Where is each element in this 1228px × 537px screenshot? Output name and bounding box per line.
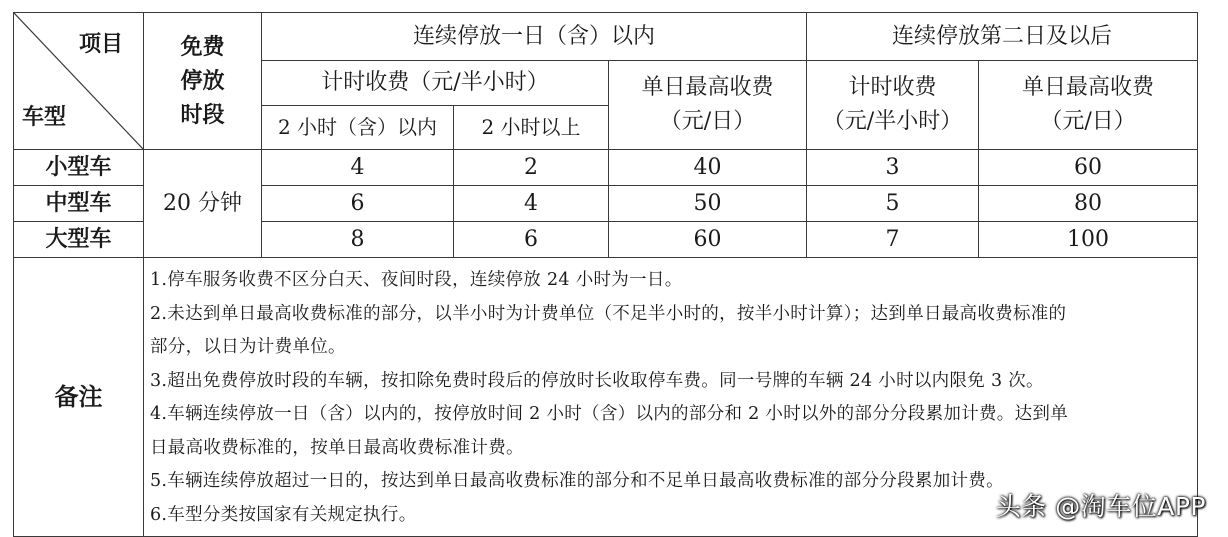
daily-max2-header bbox=[979, 61, 1198, 150]
corner-item-label: 项目 bbox=[78, 31, 123, 57]
vehicle-type-cell: 大型车 bbox=[14, 222, 144, 258]
hourly2-cell: 3 bbox=[807, 150, 979, 186]
over-2h-cell: 2 bbox=[454, 150, 609, 186]
daily-max2-cell: 80 bbox=[979, 186, 1198, 222]
hourly2-cell: 7 bbox=[807, 222, 979, 258]
note-4: 4.车辆连续停放一日（含）以内的，按停放时间 2 小时（含）以内的部分和 2 小时以外的部分分段累加计费。达到单 bbox=[150, 404, 1069, 424]
daily-max2-cell: 60 bbox=[979, 150, 1198, 186]
over-2h-header: 2 小时以上 bbox=[454, 106, 609, 150]
daily-max-header bbox=[609, 61, 807, 150]
within-2h-header: 2 小时（含）以内 bbox=[262, 106, 454, 150]
vehicle-type-cell: 小型车 bbox=[14, 150, 144, 186]
daily-max-header-line: （元/日） bbox=[659, 109, 756, 134]
over-2h-cell: 4 bbox=[454, 186, 609, 222]
free-period-header-line: 停放 bbox=[180, 67, 225, 94]
corner-header-cell bbox=[14, 13, 144, 150]
notes-label: 备注 bbox=[14, 258, 144, 537]
note-6: 6.车型分类按国家有关规定执行。 bbox=[150, 504, 417, 525]
vehicle-type-cell: 中型车 bbox=[14, 186, 144, 222]
note-5: 5.车辆连续停放超过一日的，按达到单日最高收费标准的部分和不足单日最高收费标准的部分分段累加计费。 bbox=[150, 471, 1004, 491]
hourly-fee2-header bbox=[807, 61, 979, 150]
daily-max-cell: 50 bbox=[609, 186, 807, 222]
within-2h-cell: 4 bbox=[262, 150, 454, 186]
within-2h-cell: 8 bbox=[262, 222, 454, 258]
free-period-value: 20 分钟 bbox=[144, 150, 262, 258]
daily-max2-header-line: 单日最高收费 bbox=[1022, 74, 1155, 100]
daily-max-header-line: 单日最高收费 bbox=[641, 74, 774, 100]
hourly-fee2-header-line: （元/半小时） bbox=[822, 109, 963, 134]
note-3: 3.超出免费停放时段的车辆，按扣除免费时段后的停放时长收取停车费。同一号牌的车辆 24 小时以内限免 3 次。 bbox=[150, 370, 1044, 391]
corner-vehicle-type-label: 车型 bbox=[22, 103, 67, 130]
free-period-header-line: 免费 bbox=[180, 33, 225, 60]
free-period-header-line: 时段 bbox=[180, 102, 225, 129]
daily-max-cell: 60 bbox=[609, 222, 807, 258]
hourly-fee2-header-line: 计时收费 bbox=[848, 74, 937, 100]
note-1: 1.停车服务收费不区分白天、夜间时段，连续停放 24 小时为一日。 bbox=[150, 270, 683, 290]
note-2: 2.未达到单日最高收费标准的部分，以半小时为计费单位（不足半小时的，按半小时计算）；达到单日最高收费标准的 bbox=[150, 303, 1067, 324]
over-2h-cell: 6 bbox=[454, 222, 609, 258]
daily-max2-header-line: （元/日） bbox=[1040, 109, 1136, 134]
group1-header: 连续停放一日（含）以内 bbox=[262, 13, 807, 61]
note-2-continued: 部分，以日为计费单位。 bbox=[150, 337, 346, 357]
within-2h-cell: 6 bbox=[262, 186, 454, 222]
hourly2-cell: 5 bbox=[807, 186, 979, 222]
group2-header: 连续停放第二日及以后 bbox=[807, 13, 1198, 61]
hourly-fee-header: 计时收费（元/半小时） bbox=[262, 61, 609, 106]
watermark: 头条 @淘车位APP bbox=[995, 492, 1206, 521]
daily-max-cell: 40 bbox=[609, 150, 807, 186]
parking-fee-table bbox=[13, 12, 1198, 537]
table-row bbox=[14, 150, 1198, 186]
note-4-continued: 日最高收费标准的，按单日最高收费标准计费。 bbox=[150, 437, 524, 458]
free-period-header bbox=[144, 13, 262, 150]
daily-max2-cell: 100 bbox=[979, 222, 1198, 258]
